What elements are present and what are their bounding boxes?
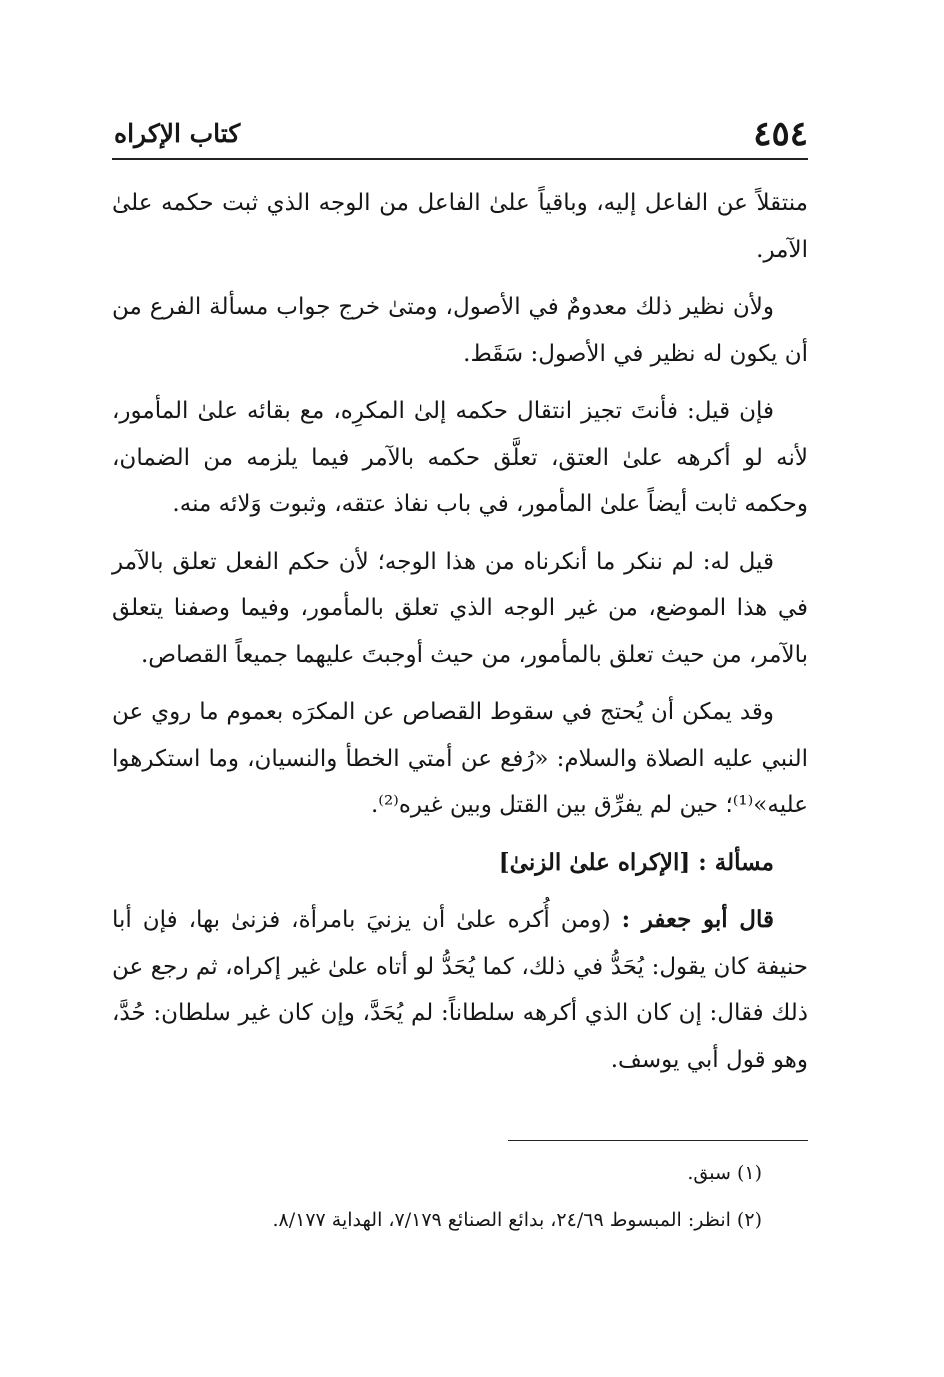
page-header	[112, 110, 808, 160]
footnote-1: (١) سبق.	[687, 1162, 762, 1184]
footnote-divider	[508, 1140, 808, 1141]
paragraph-3: فإن قيل: فأنتَ تجيز انتقال حكمه إلىٰ المكرِه، مع بقائه علىٰ المأمور، لأنه لو أكرهه علىٰ العتق، تعلَّق حكمه بالآمر فيما يلزمه من الضمان، وحكمه ثابت أيضاً علىٰ المأمور، في باب نفاذ عتقه، وثبوت وَلائه منه.	[112, 398, 808, 517]
footnote-2: (٢) انظر: المبسوط ٢٤/٦٩، بدائع الصنائع ٧/١٧٩، الهداية ٨/١٧٧.	[272, 1209, 762, 1231]
main-text	[112, 180, 808, 1094]
issue-heading: مسألة : [الإكراه علىٰ الزنىٰ]	[498, 848, 774, 876]
paragraph-6-text: (ومن أُكره علىٰ أن يزنيَ بامرأة، فزنىٰ بها، فإن أبا حنيفة كان يقول: يُحَدُّ في ذلك، كما يُحَدُّ لو أتاه علىٰ غير إكراه، ثم رجع عن ذلك فقال: إن كان الذي أكرهه سلطاناً: لم يُحَدَّ، وإن كان غير سلطان: حُدَّ، وهو قول أبي يوسف.	[112, 907, 808, 1073]
paragraph-1: منتقلاً عن الفاعل إليه، وباقياً علىٰ الفاعل من الوجه الذي ثبت حكمه علىٰ الآمر.	[112, 190, 808, 263]
paragraph-5: وقد يمكن أن يُحتج في سقوط القصاص عن المكرَه بعموم ما روي عن النبي عليه الصلاة والسلام: «رُفع عن أمتي الخطأ والنسيان، وما استكرهوا عليه»⁽¹⁾؛ حين لم يفرِّق بين القتل وبين غيره⁽²⁾.	[112, 699, 808, 818]
speaker-lead: قال أبو جعفر :	[621, 906, 774, 933]
paragraph-4: قيل له: لم ننكر ما أنكرناه من هذا الوجه؛ لأن حكم الفعل تعلق بالآمر في هذا الموضع، من غير الوجه الذي تعلق بالمأمور، وفيما وصفنا يتعلق بالآمر، من حيث تعلق بالمأمور، من حيث أوجبتَ عليهما جميعاً القصاص.	[112, 548, 808, 668]
paragraph-6	[112, 897, 808, 1083]
page-number: ٤٥٤	[753, 114, 808, 154]
running-title: كتاب الإكراه	[114, 119, 241, 148]
paragraph-2: ولأن نظير ذلك معدومٌ في الأصول، ومتىٰ خرج جواب مسألة الفرع من أن يكون له نظير في الأصول: سَقَط.	[112, 294, 808, 367]
footnotes	[112, 1155, 762, 1249]
